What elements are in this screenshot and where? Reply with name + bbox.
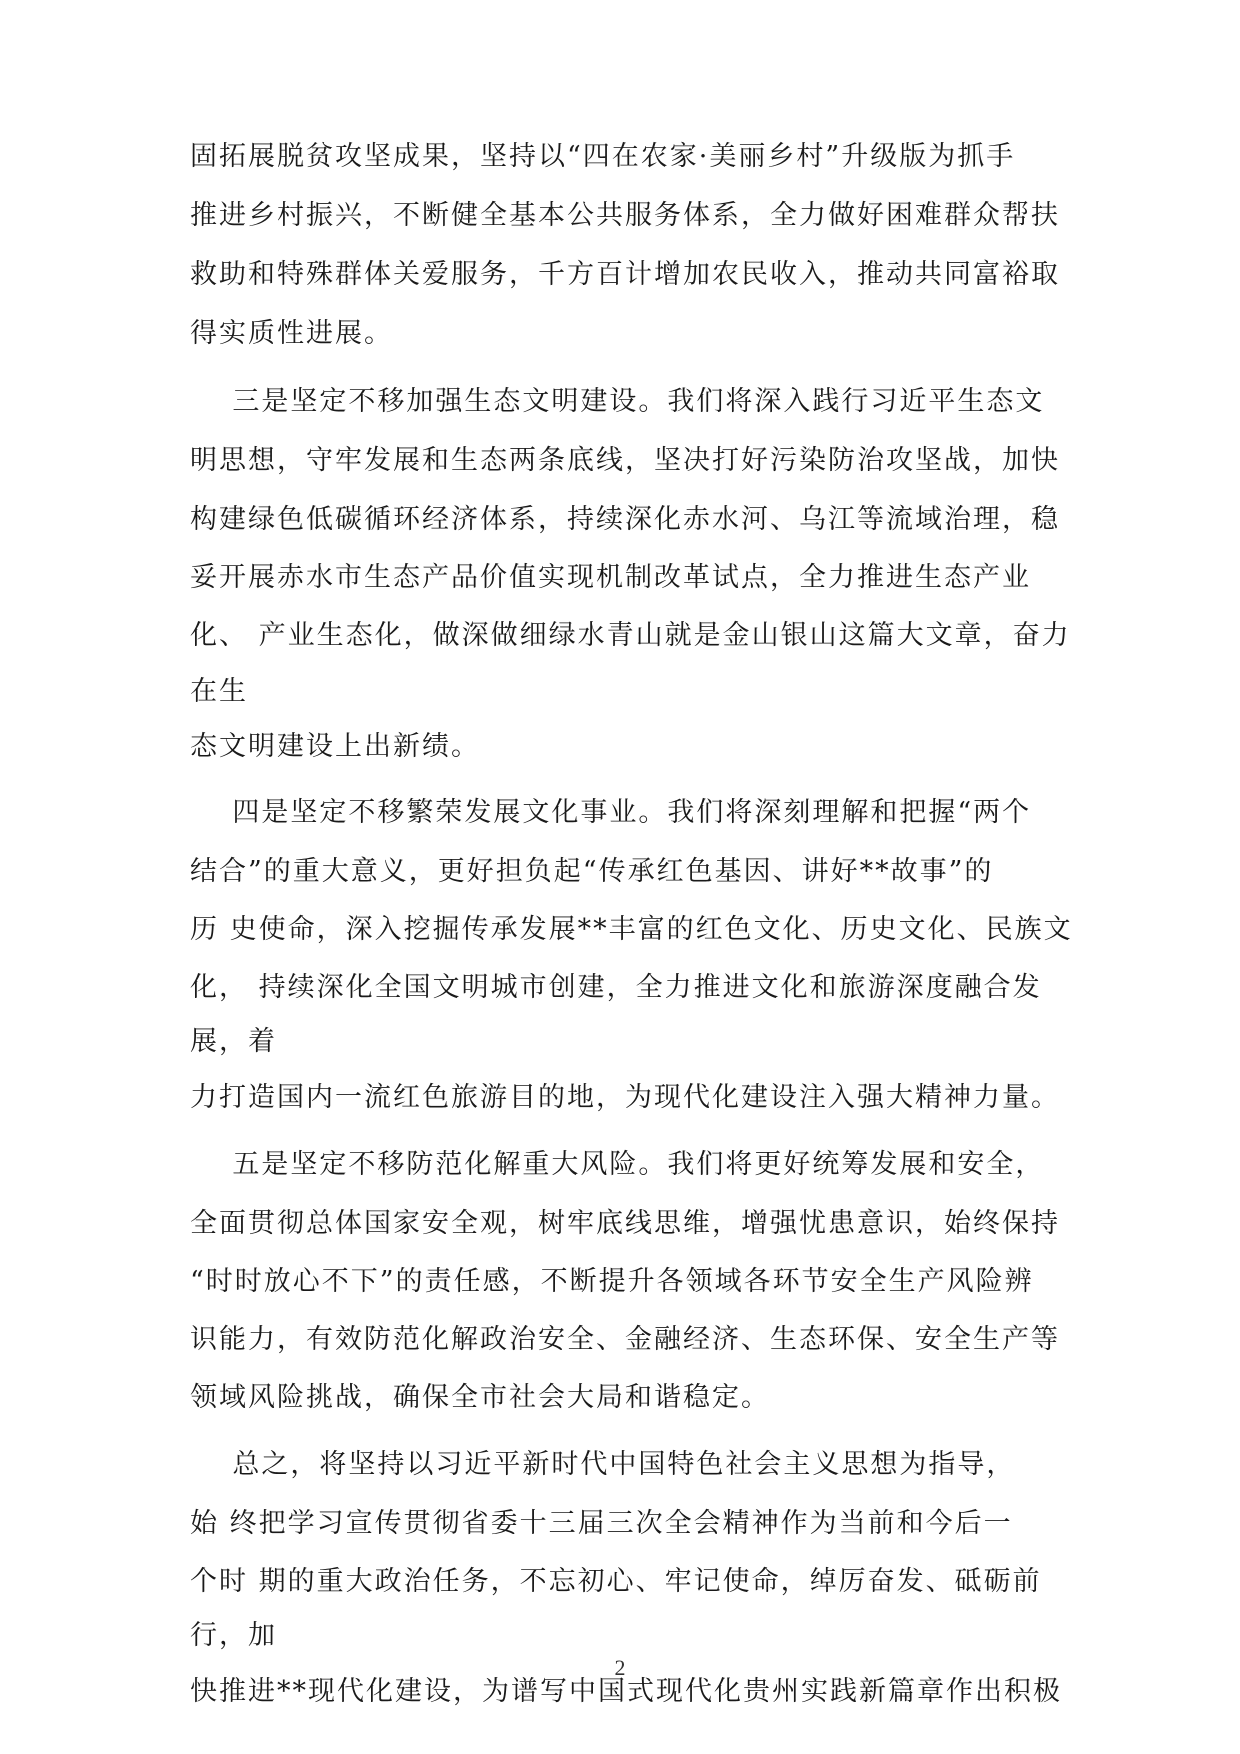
text-line: 明思想，守牢发展和生态两条底线，坚决打好污染防治攻坚战，加快 (190, 445, 1060, 476)
text-line: 推进乡村振兴，不断健全基本公共服务体系，全力做好困难群众帮扶 (190, 200, 1060, 231)
text-line: 在生 (190, 676, 248, 707)
text-line: 化， 持续深化全国文明城市创建，全力推进文化和旅游深度融合发 (190, 972, 1042, 1003)
text-line: 救助和特殊群体关爱服务，千方百计增加农民收入，推动共同富裕取 (190, 259, 1060, 290)
text-line: 个时 期的重大政治任务，不忘初心、牢记使命，绰厉奋发、砥砺前 (190, 1566, 1042, 1597)
text-line: 全面贯彻总体国家安全观，树牢底线思维，增强忧患意识，始终保持 (190, 1208, 1060, 1239)
paragraph-first-line: 五是坚定不移防范化解重大风险。我们将更好统筹发展和安全， (190, 1149, 1045, 1180)
text-line: 构建绿色低碳循环经济体系，持续深化赤水河、乌江等流域治理，稳 (190, 504, 1060, 535)
page-number: 2 (614, 1655, 626, 1680)
text-line: 历 史使命，深入挖掘传承发展**丰富的红色文化、历史文化、民族文 (190, 914, 1073, 945)
text-line: 始 终把学习宣传贯彻省委十三届三次全会精神作为当前和今后一 (190, 1508, 1013, 1539)
paragraph-first-line: 四是坚定不移繁荣发展文化事业。我们将深刻理解和把握“两个 (190, 797, 1032, 828)
paragraph-first-line: 三是坚定不移加强生态文明建设。我们将深入践行习近平生态文 (190, 386, 1045, 417)
text-line: 态文明建设上出新绩。 (190, 731, 480, 762)
text-line: 妥开展赤水市生态产品价值实现机制改革试点，全力推进生态产业 (190, 562, 1031, 593)
text-line: 识能力，有效防范化解政治安全、金融经济、生态环保、安全生产等 (190, 1324, 1060, 1355)
text-line: 领域风险挑战，确保全市社会大局和谐稳定。 (190, 1382, 770, 1413)
text-line: 结合”的重大意义，更好担负起“传承红色基因、讲好**故事”的 (190, 856, 994, 887)
paragraph-first-line: 总之，将坚持以习近平新时代中国特色社会主义思想为指导， (190, 1449, 1016, 1480)
text-line: 得实质性进展。 (190, 318, 393, 349)
text-line: 行，加 (190, 1620, 277, 1651)
text-line: 力打造国内一流红色旅游目的地，为现代化建设注入强大精神力量。 (190, 1082, 1060, 1113)
text-line: “时时放心不下”的责任感，不断提升各领域各环节安全生产风险辨 (190, 1266, 1034, 1297)
text-line: 化、 产业生态化，做深做细绿水青山就是金山银山这篇大文章，奋力 (190, 620, 1071, 651)
text-line: 快推进**现代化建设，为谱写中国式现代化贵州实践新篇章作出积极 (190, 1676, 1062, 1707)
text-line: 固拓展脱贫攻坚成果，坚持以“四在农家·美丽乡村”升级版为抓手 (190, 141, 1016, 172)
text-line: 展，着 (190, 1026, 277, 1057)
